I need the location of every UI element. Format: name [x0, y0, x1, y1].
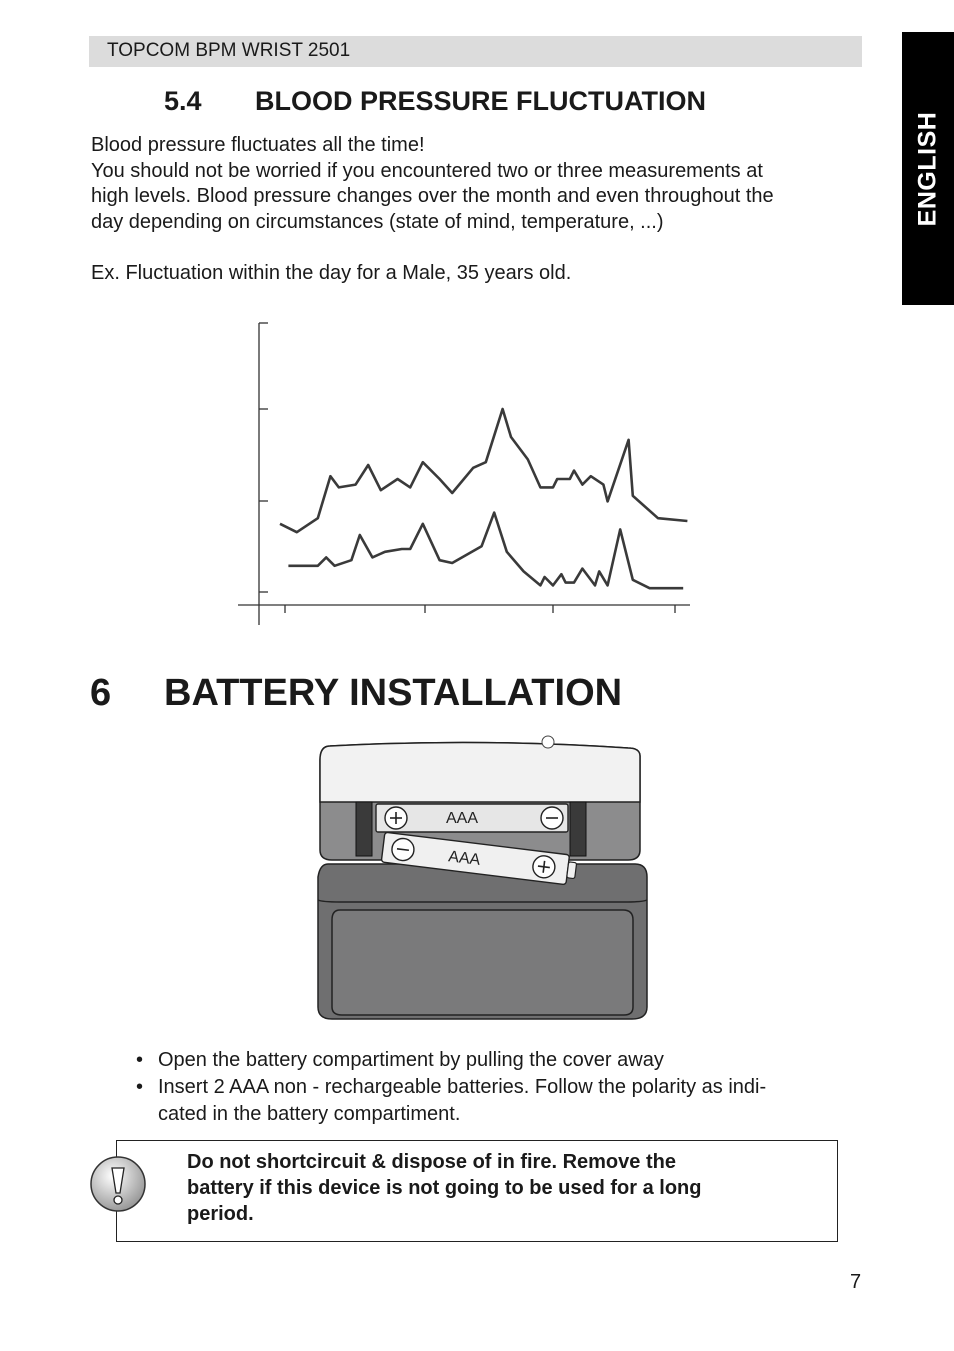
device-cover-panel — [332, 910, 633, 1015]
bullet-text: Open the battery compartiment by pulling the cover away — [158, 1049, 664, 1071]
header-title: TOPCOM BPM WRIST 2501 — [107, 40, 351, 61]
blood-pressure-chart — [230, 315, 710, 635]
warning-line: Do not shortcircuit & dispose of in fire. Remove the — [187, 1151, 676, 1173]
device-top-face — [320, 742, 640, 802]
bullet-marker: • — [136, 1049, 144, 1071]
section-5-4-title: BLOOD PRESSURE FLUCTUATION — [255, 86, 706, 116]
list-item-continuation — [136, 1101, 856, 1128]
page-number: 7 — [850, 1271, 862, 1293]
language-tab — [902, 32, 954, 305]
bullet-marker: • — [136, 1076, 144, 1098]
section-6-number: 6 — [90, 672, 112, 714]
paragraph-line: day depending on circumstances (state of mind, temperature, ...) — [91, 210, 664, 233]
warning-text — [187, 1149, 787, 1227]
warning-line: battery if this device is not going to be used for a long — [187, 1177, 702, 1199]
bullet-text: cated in the battery compartiment. — [158, 1103, 461, 1125]
fluctuation-paragraph — [91, 133, 871, 235]
battery-slot-left — [356, 802, 372, 856]
series-line-1 — [280, 409, 687, 532]
bullet-text: Insert 2 AAA non - rechargeable batteries. Follow the polarity as indi- — [158, 1076, 767, 1098]
exclamation-icon — [89, 1155, 147, 1213]
section-5-4-number: 5.4 — [164, 86, 202, 116]
example-text: Ex. Fluctuation within the day for a Male, 35 years old. — [91, 262, 572, 284]
device-button — [542, 736, 554, 748]
battery-instructions — [136, 1047, 856, 1128]
battery-1-label: AAA — [446, 810, 479, 827]
page-header — [89, 36, 862, 67]
paragraph-line: high levels. Blood pressure changes over the month and even throughout the — [91, 185, 774, 207]
paragraph-line: Blood pressure fluctuates all the time! — [91, 134, 425, 156]
paragraph-line: You should not be worried if you encountered two or three measurements at — [91, 159, 763, 182]
language-tab-label: ENGLISH — [913, 111, 942, 226]
battery-2-label: AAA — [447, 848, 482, 869]
warning-box — [116, 1140, 838, 1242]
battery-compartment-illustration — [310, 732, 655, 1027]
battery-2-terminal — [567, 862, 577, 879]
series-line-2 — [288, 513, 683, 589]
battery-slot-right — [570, 802, 586, 856]
list-item — [136, 1047, 856, 1074]
chart-axes — [238, 323, 690, 625]
section-6-title: BATTERY INSTALLATION — [164, 672, 623, 714]
warning-line: period. — [187, 1203, 254, 1225]
list-item — [136, 1074, 856, 1101]
